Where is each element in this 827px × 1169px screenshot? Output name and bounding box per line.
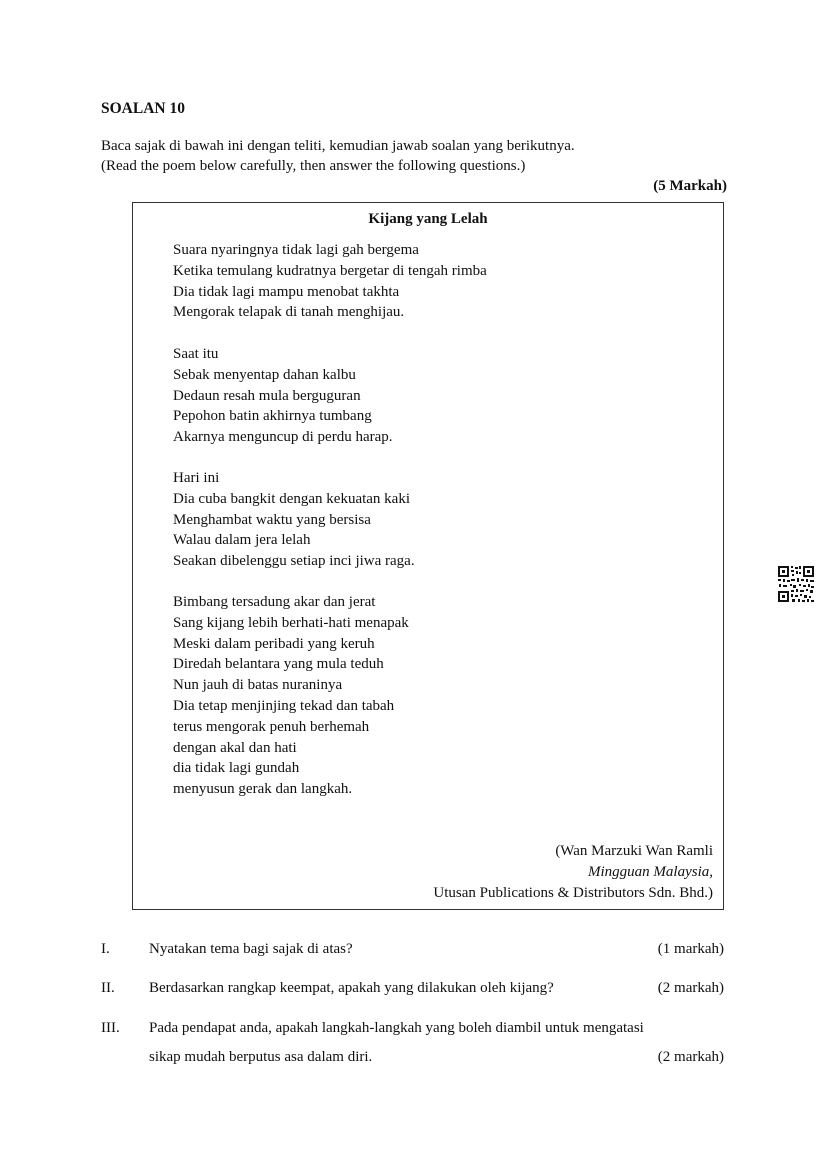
poem-line: dengan akal dan hati bbox=[173, 739, 297, 756]
poem-line: Dedaun resah mula berguguran bbox=[173, 387, 361, 404]
poem-line: Akarnya menguncup di perdu harap. bbox=[173, 429, 393, 446]
instruction-english: (Read the poem below carefully, then answer the following questions.) bbox=[101, 158, 526, 174]
question-text-1: Nyatakan tema bagi sajak di atas? bbox=[149, 941, 353, 957]
poem-line: Dia cuba bangkit dengan kekuatan kaki bbox=[173, 490, 410, 507]
source-publication-suffix: , bbox=[709, 864, 713, 880]
poem-line: Meski dalam peribadi yang keruh bbox=[173, 635, 375, 652]
question-text-3-line-1: Pada pendapat anda, apakah langkah-langkah yang boleh diambil untuk mengatasi bbox=[149, 1020, 644, 1036]
question-number-3: III. bbox=[101, 1020, 120, 1036]
instruction-malay: Baca sajak di bawah ini dengan teliti, kemudian jawab soalan yang berikutnya. bbox=[101, 138, 575, 154]
poem-line: Nun jauh di batas nuraninya bbox=[173, 677, 343, 694]
source-author: (Wan Marzuki Wan Ramli bbox=[555, 843, 713, 859]
poem-title: Kijang yang Lelah bbox=[368, 211, 488, 227]
poem-stanza-2 bbox=[173, 344, 393, 448]
poem-line: Mengorak telapak di tanah menghijau. bbox=[173, 304, 405, 321]
question-marks-3: (2 markah) bbox=[657, 1049, 724, 1065]
poem-stanza-4 bbox=[173, 592, 409, 800]
poem-line: Dia tidak lagi mampu menobat takhta bbox=[173, 283, 400, 300]
source-publisher: Utusan Publications & Distributors Sdn. Bhd.) bbox=[433, 885, 713, 901]
section-heading: SOALAN 10 bbox=[101, 100, 185, 117]
poem-line: Saat itu bbox=[173, 346, 219, 362]
question-text-2: Berdasarkan rangkap keempat, apakah yang dilakukan oleh kijang? bbox=[149, 980, 554, 996]
poem-line: Dia tetap menjinjing tekad dan tabah bbox=[173, 697, 395, 714]
question-number-1: I. bbox=[101, 941, 110, 957]
source-publication: Mingguan Malaysia bbox=[588, 864, 710, 880]
poem-line: menyusun gerak dan langkah. bbox=[173, 781, 353, 798]
poem-stanza-1 bbox=[173, 240, 487, 323]
total-marks: (5 Markah) bbox=[653, 178, 727, 194]
poem-line: Ketika temulang kudratnya bergetar di tengah rimba bbox=[173, 262, 487, 279]
question-text-3-line-2: sikap mudah berputus asa dalam diri. bbox=[149, 1049, 373, 1065]
source-publication-line bbox=[433, 862, 713, 883]
question-marks-2: (2 markah) bbox=[657, 980, 724, 996]
qr-code-icon bbox=[777, 565, 815, 603]
poem-line: terus mengorak penuh berhemah bbox=[173, 718, 370, 735]
poem-line: Sang kijang lebih berhati-hati menapak bbox=[173, 614, 409, 631]
poem-line: Menghambat waktu yang bersisa bbox=[173, 511, 371, 528]
poem-line: dia tidak lagi gundah bbox=[173, 760, 300, 777]
poem-line: Pepohon batin akhirnya tumbang bbox=[173, 408, 372, 425]
poem-box bbox=[132, 202, 724, 910]
poem-line: Sebak menyentap dahan kalbu bbox=[173, 366, 356, 383]
poem-source bbox=[433, 841, 713, 904]
poem-line: Diredah belantara yang mula teduh bbox=[173, 656, 384, 673]
poem-line: Seakan dibelenggu setiap inci jiwa raga. bbox=[173, 553, 415, 570]
poem-stanza-3 bbox=[173, 468, 415, 572]
poem-line: Walau dalam jera lelah bbox=[173, 532, 311, 549]
poem-line: Bimbang tersadung akar dan jerat bbox=[173, 594, 376, 610]
poem-line: Suara nyaringnya tidak lagi gah bergema bbox=[173, 242, 419, 258]
question-marks-1: (1 markah) bbox=[657, 941, 724, 957]
poem-line: Hari ini bbox=[173, 470, 220, 486]
question-number-2: II. bbox=[101, 980, 115, 996]
